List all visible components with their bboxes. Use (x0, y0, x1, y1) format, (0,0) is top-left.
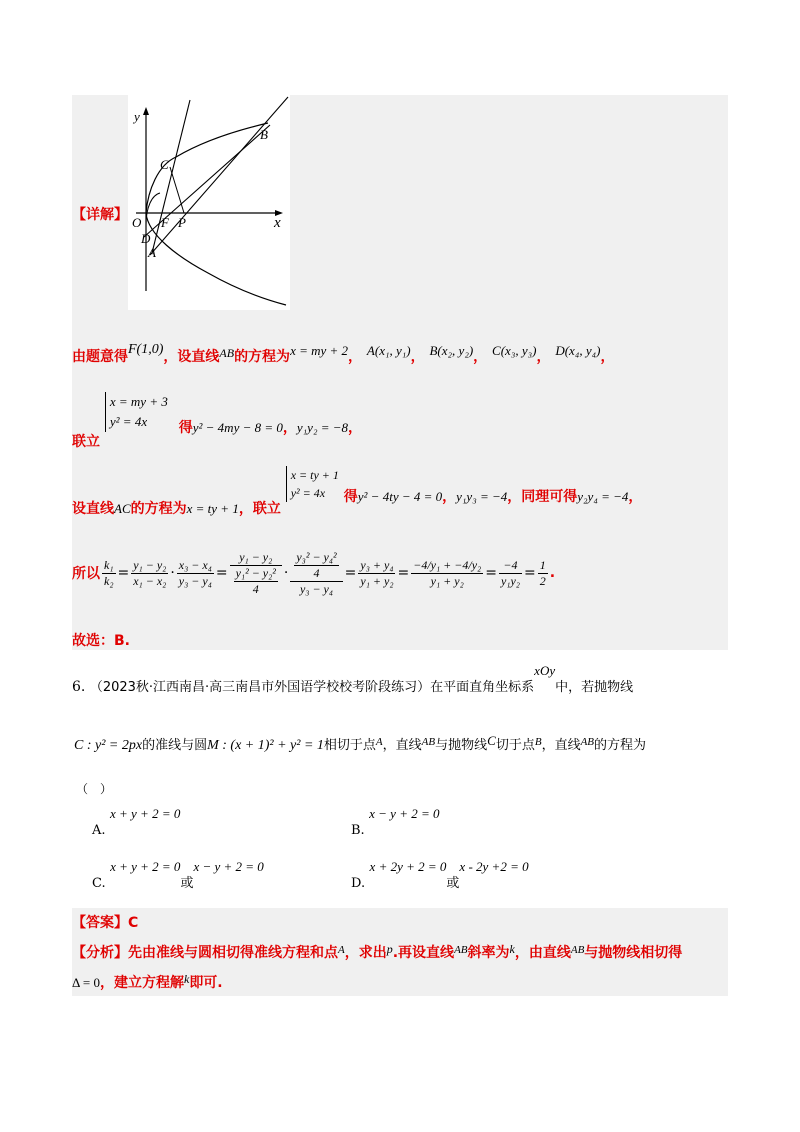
l2-sep: ， (282, 420, 297, 436)
l2-t2: 得 (178, 420, 193, 436)
l3-t5: ，同理可得 (507, 489, 578, 505)
figure-svg (128, 95, 290, 310)
l1-AB: AB (219, 346, 235, 360)
analysis-a6: 与抛物线相切得 (584, 945, 683, 961)
q6-c-eq: C : y² = 2px (74, 738, 143, 753)
frac-9: $\frac{1}{2}$ (539, 557, 546, 588)
l1-t3: 的方程为 (234, 349, 291, 365)
option-b[interactable] (351, 808, 440, 842)
q6-ab: AB (421, 736, 436, 748)
l1-t1: 由题意得 (72, 349, 128, 365)
q6-num: 6. (72, 679, 86, 695)
label-a: A (148, 245, 156, 260)
analysis-a5: ，由直线 (514, 945, 571, 961)
l3-sep: ， (442, 489, 457, 505)
l3-t3: ，联立 (238, 501, 281, 517)
l1-sep2: ， (410, 349, 425, 365)
l2-sys2: y² = 4x (109, 414, 148, 429)
l1-B: B(x₂, y₂) (429, 343, 474, 358)
l1-end: ， (600, 349, 615, 365)
q6-line-1 (72, 663, 634, 698)
option-d[interactable] (351, 858, 529, 892)
analysis-AB: AB (454, 944, 468, 956)
l2-eq2: y₁y₂ = −8 (296, 420, 349, 435)
detail-line-2 (72, 392, 363, 450)
option-b-label: B. (351, 823, 365, 838)
l3-AC: AC (114, 501, 131, 516)
option-b-eq: x − y + 2 = 0 (369, 806, 440, 821)
q6-t8: 的方程为 (594, 738, 647, 753)
l1-F: F(1,0) (128, 342, 164, 357)
q6-t5: 与抛物线 (435, 738, 488, 753)
l3-eq: x = ty + 1 (186, 501, 239, 516)
option-a-eq: x + y + 2 = 0 (109, 806, 181, 821)
l4-t1: 所以 (72, 566, 100, 582)
analysis-A: A (338, 944, 345, 956)
l1-t2: ，设直线 (163, 349, 220, 365)
l1-eq: x = my + 2 (290, 343, 349, 358)
l3-t2: 的方程为 (130, 501, 187, 517)
analysis-a7: ，建立方程解 (99, 975, 184, 991)
analysis-a2: ，求出 (344, 945, 387, 961)
analysis-p: p (386, 942, 393, 956)
q6-m-eq: M : (x + 1)² + y² = 1 (207, 738, 324, 753)
analysis-k2: k (183, 972, 190, 986)
label-p: P (178, 215, 186, 230)
l1-C: C(x₃, y₃) (492, 343, 537, 358)
y-axis-arrow (143, 107, 149, 115)
detail-line-4: 所以 $\frac{\text{k₁}}{\text{k₂}}$ = $\frac{\text{y₁ − y₂}}{\text{x₁ − x₂}}$ · $\frac{\text{x₃ − x₄}}{\text{y₃ − y₄}}$ = $\frac{\text{y₁ − y₂}}{\frac{\text{y₁² − y₂²}}{4}}$ · $\frac{\frac{\text{y₃² − y₄²}}{4}}{\text{y₃ − y₄}}$ = $\frac{\text{y₃ + y₄}}{\text{y₁ + y₂}}$ = $\frac{\text{−4/y₁ + −4/y₂}}{\text{y₁ + y₂}}$ = $\frac{-4}{\text{y₁y₂}}$ = $\frac{1}{2}$ . (72, 549, 556, 596)
q6-xoy: xOy (534, 663, 556, 678)
l3-sys2: y² = 4x (290, 486, 326, 500)
l3-eq1: y² − 4ty − 4 = 0 (357, 489, 443, 504)
label-x: x (274, 215, 281, 231)
q6-t2: 的准线与圆 (142, 738, 208, 753)
l2-end: ， (348, 420, 363, 436)
parabola-figure (128, 95, 290, 310)
option-d-or: 或 (446, 876, 460, 891)
l1-A: A(x₁, y₁) (366, 343, 411, 358)
detail-line-1 (72, 342, 615, 366)
q6-c: C (487, 733, 496, 748)
frac-7: $\frac{\text{−4/y₁ + −4/y₂}}{\text{y₁ + y₂}}$ (413, 557, 482, 588)
frac-3: $\frac{\text{x₃ − x₄}}{\text{y₃ − y₄}}$ (178, 557, 212, 588)
label-o: O (132, 215, 142, 230)
analysis-line-1 (72, 942, 682, 962)
l1-D: D(x₄, y₄) (555, 343, 601, 358)
frac-8: $\frac{-4}{\text{y₁y₂}}$ (500, 557, 520, 588)
option-c[interactable] (92, 858, 264, 892)
l2-sys1: x = my + 3 (109, 394, 168, 409)
option-c-eq2: x − y + 2 = 0 (193, 859, 264, 874)
detail-answer: 故选：B. (72, 633, 130, 649)
analysis-label: 【分析】 (72, 945, 128, 961)
analysis-delta: Δ = 0 (72, 975, 100, 990)
l3-system (286, 466, 339, 502)
q6-line-2 (74, 734, 646, 754)
option-d-eq2: x - 2y +2 = 0 (459, 859, 529, 874)
option-a-label: A. (92, 823, 106, 838)
l3-eq3: y₂y₄ = −4 (577, 489, 629, 504)
analysis-AB2: AB (570, 944, 585, 956)
option-d-eq: x + 2y + 2 = 0 (369, 859, 447, 874)
q6-t6: 切于点 (495, 738, 535, 753)
q6-b: B (534, 736, 542, 748)
q6-t4: ，直线 (382, 738, 422, 753)
analysis-a3: .再设直线 (392, 945, 455, 961)
l1-sep4: ， (536, 349, 551, 365)
l1-sep1: ， (348, 349, 363, 365)
l2-eq1: y² − 4my − 8 = 0 (192, 420, 283, 435)
option-d-label: D. (351, 876, 366, 891)
option-c-label: C. (92, 876, 106, 891)
detail-label: 【详解】 (72, 207, 128, 223)
label-y: y (134, 109, 140, 124)
option-c-eq: x + y + 2 = 0 (110, 859, 181, 874)
frac-5: $\frac{\frac{\text{y₃² − y₄²}}{4}}{\text{y₃ − y₄}}$ (290, 550, 342, 597)
frac-2: $\frac{\text{y₁ − y₂}}{\text{x₁ − x₂}}$ (133, 557, 167, 588)
l3-eq2: y₁y₃ = −4 (456, 489, 508, 504)
label-b: B (260, 127, 268, 142)
label-f: F (161, 215, 169, 230)
analysis-a4: 斜率为 (467, 945, 510, 961)
frac-4: $\frac{\text{y₁ − y₂}}{\frac{\text{y₁² − y₂²}}{4}}$ (230, 550, 282, 597)
analysis-line-2 (72, 972, 223, 992)
analysis-k: k (509, 942, 515, 956)
answer-label: 【答案】C (72, 915, 139, 931)
option-a[interactable] (92, 808, 180, 842)
analysis-a1: 先由准线与圆相切得准线方程和点 (128, 945, 338, 961)
label-d: D (141, 231, 151, 246)
q6-t3: 相切于点 (323, 738, 376, 753)
l2-t1: 联立 (72, 434, 100, 450)
l1-sep3: ， (473, 349, 488, 365)
q6-a: A (375, 736, 383, 748)
l3-t4: 得 (343, 489, 358, 505)
q6-t1: 中，若抛物线 (555, 680, 634, 695)
analysis-a8: 即可. (189, 975, 223, 991)
q6-source: （2023秋·江西南昌·高三南昌市外国语学校校考阶段练习）在平面直角坐标系 (89, 680, 535, 695)
detail-line-3 (72, 466, 643, 517)
q6-ab2: AB (580, 736, 595, 748)
line-cp (170, 167, 184, 213)
line-ac (152, 100, 190, 253)
l3-sys1: x = ty + 1 (290, 468, 339, 482)
frac-6: $\frac{\text{y₃ + y₄}}{\text{y₁ + y₂}}$ (360, 557, 394, 588)
label-c: C (160, 157, 169, 172)
q6-paren: （ ） (76, 782, 113, 796)
l3-end: ， (628, 489, 643, 505)
q6-t7: ，直线 (541, 738, 581, 753)
l3-t1: 设直线 (72, 501, 114, 517)
l4-end: . (549, 565, 556, 581)
frac-k: $\frac{\text{k₁}}{\text{k₂}}$ (104, 557, 114, 588)
l2-system (105, 392, 168, 432)
option-c-or: 或 (180, 876, 194, 891)
